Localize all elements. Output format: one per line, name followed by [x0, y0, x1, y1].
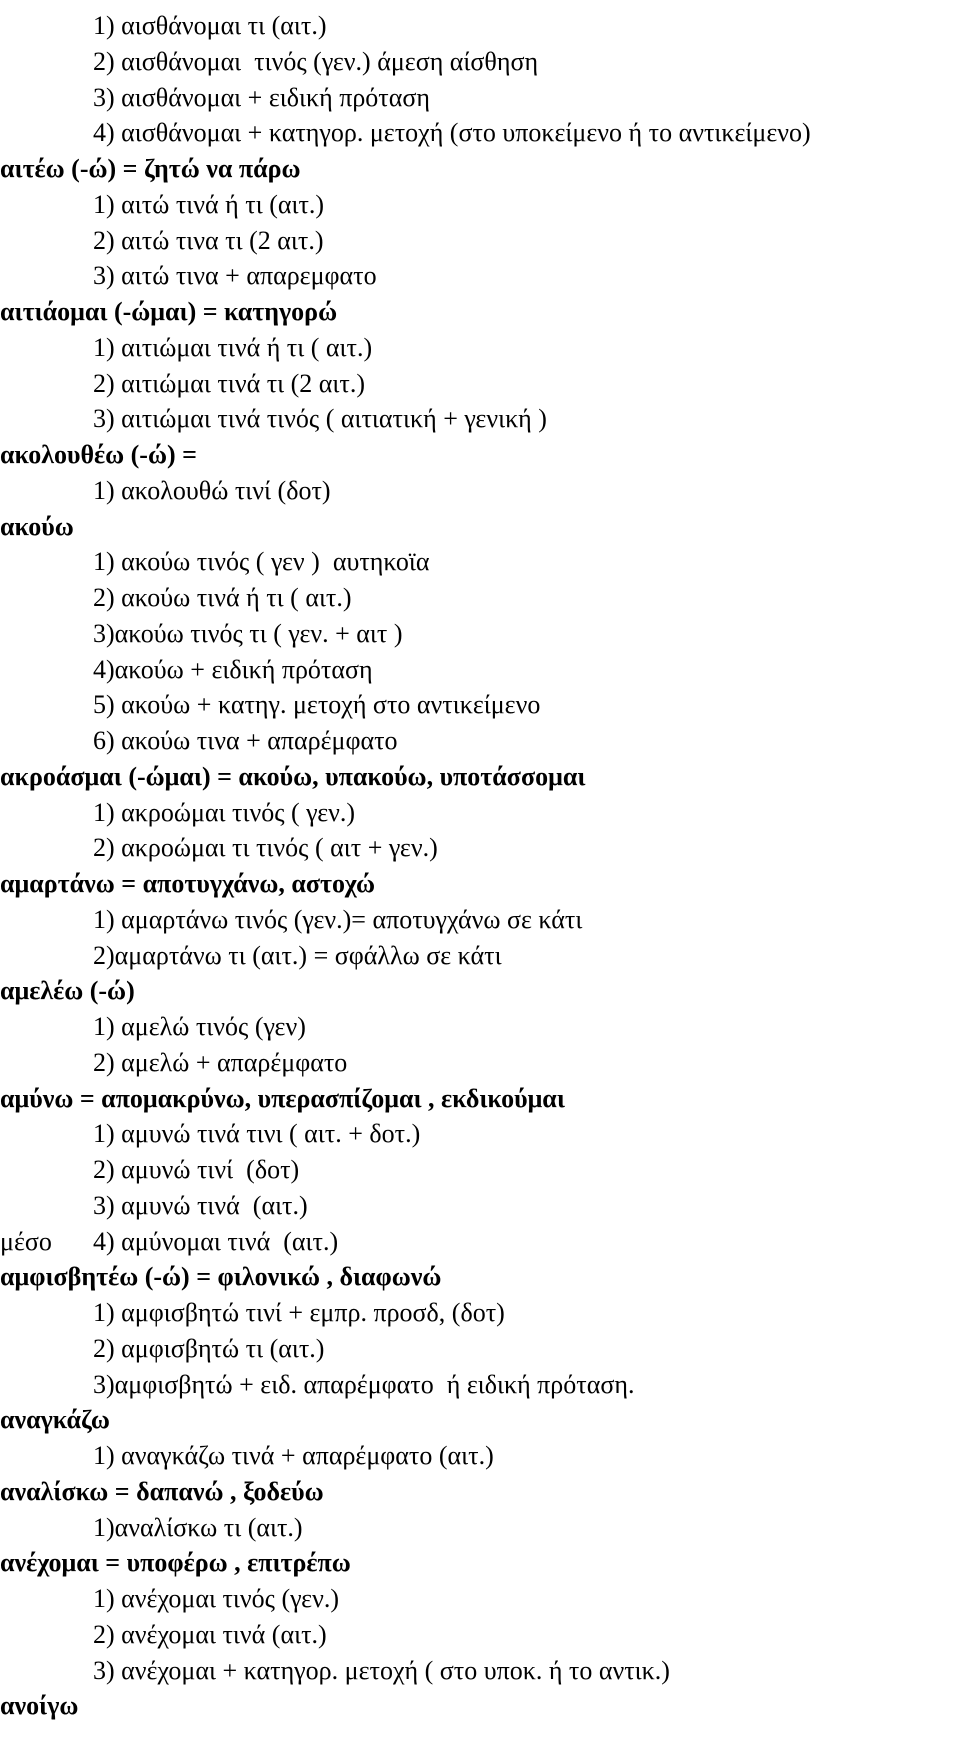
- line-text: ακροάσμαι (-ώμαι) = ακούω, υπακούω, υποτάσσομαι: [0, 761, 586, 791]
- line-text: 1) ακολουθώ τινί (δοτ): [93, 475, 331, 505]
- entry-usage: [0, 580, 352, 616]
- line-text: 3)αμφισβητώ + ειδ. απαρέμφατο ή ειδική πρόταση.: [93, 1369, 635, 1399]
- line-text: αιτέω (-ώ) = ζητώ να πάρω: [0, 154, 301, 183]
- entry-usage: [0, 1224, 338, 1260]
- entry-usage: [0, 223, 323, 259]
- entry-headword: [0, 1474, 324, 1510]
- entry-usage: [0, 187, 324, 223]
- entry-usage: [0, 544, 430, 580]
- line-text: αμφισβητέω (-ώ) = φιλονικώ , διαφωνώ: [0, 1262, 442, 1292]
- line-text: 4) αισθάνομαι + κατηγορ. μετοχή (στο υποκείμενο ή το αντικείμενο): [93, 118, 811, 148]
- line-text: 2) αισθάνομαι τινός (γεν.) άμεση αίσθηση: [93, 46, 539, 76]
- line-text: 1) αμαρτάνω τινός (γεν.)= αποτυγχάνω σε κάτι: [93, 904, 583, 934]
- line-text: 4) αμύνομαι τινά (αιτ.): [93, 1226, 339, 1256]
- entry-headword: [0, 1688, 78, 1724]
- entry-headword: [0, 294, 337, 330]
- entry-usage: [0, 1116, 420, 1152]
- entry-usage: [0, 795, 355, 831]
- usage-prefix: μέσο: [0, 1226, 52, 1256]
- entry-headword: [0, 866, 375, 902]
- entry-usage: [0, 44, 538, 80]
- entry-usage: [0, 1009, 306, 1045]
- entry-usage: [0, 1438, 494, 1474]
- entry-usage: [0, 830, 438, 866]
- line-text: ακολουθέω (-ώ) =: [0, 440, 197, 469]
- entry-usage: [0, 723, 398, 759]
- line-text: 2) αμελώ + απαρέμφατο: [93, 1047, 348, 1077]
- entry-headword: [0, 509, 74, 545]
- line-text: 1) αιτιώμαι τινά ή τι ( αιτ.): [93, 332, 373, 362]
- line-text: 4)ακούω + ειδική πρόταση: [93, 654, 373, 684]
- line-text: 1) αναγκάζω τινά + απαρέμφατο (αιτ.): [93, 1441, 494, 1470]
- line-text: αμύνω = απομακρύνω, υπερασπίζομαι , εκδικούμαι: [0, 1083, 565, 1113]
- line-text: αμαρτάνω = αποτυγχάνω, αστοχώ: [0, 869, 375, 898]
- line-text: 2) αιτιώμαι τινά τι (2 αιτ.): [93, 368, 366, 398]
- entry-headword: [0, 1081, 565, 1117]
- line-text: 6) ακούω τινα + απαρέμφατο: [93, 726, 398, 755]
- entry-usage: [0, 1295, 505, 1331]
- line-text: 2)αμαρτάνω τι (αιτ.) = σφάλλω σε κάτι: [93, 940, 502, 970]
- entry-headword: [0, 973, 135, 1009]
- line-text: 3)ακούω τινός τι ( γεν. + αιτ ): [93, 618, 403, 648]
- line-text: 1)αναλίσκω τι (αιτ.): [93, 1512, 303, 1542]
- line-text: 2) αμυνώ τινί (δοτ): [93, 1155, 300, 1184]
- entry-usage: [0, 473, 331, 509]
- entry-usage: [0, 115, 811, 151]
- entry-usage: [0, 401, 547, 437]
- entry-usage: [0, 616, 403, 652]
- line-text: 1) ανέχομαι τινός (γεν.): [93, 1584, 340, 1613]
- line-text: αναγκάζω: [0, 1405, 110, 1435]
- entry-headword: [0, 1402, 110, 1438]
- entry-usage: [0, 1045, 347, 1081]
- line-text: 1) αμφισβητώ τινί + εμπρ. προσδ, (δοτ): [93, 1298, 505, 1327]
- entry-usage: [0, 1152, 299, 1188]
- entry-usage: [0, 687, 540, 723]
- line-text: 1) αισθάνομαι τι (αιτ.): [93, 11, 327, 40]
- line-text: 3) αμυνώ τινά (αιτ.): [93, 1190, 308, 1220]
- entry-usage: [0, 902, 582, 938]
- entry-usage: [0, 366, 365, 402]
- entry-headword: [0, 151, 301, 187]
- line-text: 2) ακροώμαι τι τινός ( αιτ + γεν.): [93, 833, 438, 863]
- line-text: 5) ακούω + κατηγ. μετοχή στο αντικείμενο: [93, 690, 541, 720]
- line-text: αναλίσκω = δαπανώ , ξοδεύω: [0, 1476, 324, 1506]
- line-text: 2) αμφισβητώ τι (αιτ.): [93, 1333, 325, 1363]
- line-text: 1) αμυνώ τινά τινι ( αιτ. + δοτ.): [93, 1119, 421, 1149]
- entry-headword: [0, 1259, 441, 1295]
- line-text: 3) αιτιώμαι τινά τινός ( αιτιατική + γενική ): [93, 404, 547, 434]
- entry-usage: [0, 1367, 634, 1403]
- line-text: ακούω: [0, 511, 74, 541]
- entry-usage: [0, 1331, 324, 1367]
- entry-usage: [0, 1581, 339, 1617]
- entry-usage: [0, 1188, 308, 1224]
- line-text: αμελέω (-ώ): [0, 976, 135, 1006]
- line-text: 1) ακούω τινός ( γεν ) αυτηκοϊα: [93, 547, 430, 577]
- line-text: ανοίγω: [0, 1691, 79, 1721]
- entry-usage: [0, 330, 372, 366]
- entry-usage: [0, 1653, 670, 1689]
- line-text: 1) αμελώ τινός (γεν): [93, 1012, 306, 1041]
- line-text: 3) αισθάνομαι + ειδική πρόταση: [93, 82, 430, 112]
- line-text: 3) αιτώ τινα + απαρεμφατο: [93, 261, 377, 291]
- line-text: 2) ακούω τινά ή τι ( αιτ.): [93, 583, 352, 612]
- line-text: ανέχομαι = υποφέρω , επιτρέπω: [0, 1548, 351, 1578]
- entry-usage: [0, 652, 373, 688]
- line-text: 2) ανέχομαι τινά (αιτ.): [93, 1619, 327, 1649]
- entry-usage: [0, 1510, 303, 1546]
- entry-usage: [0, 938, 502, 974]
- entry-headword: [0, 759, 585, 795]
- entry-headword: [0, 437, 197, 473]
- entry-usage: [0, 8, 327, 44]
- entry-usage: [0, 1617, 327, 1653]
- line-text: 2) αιτώ τινα τι (2 αιτ.): [93, 225, 324, 255]
- entry-headword: [0, 1545, 351, 1581]
- entry-usage: [0, 80, 430, 116]
- line-text: 1) αιτώ τινά ή τι (αιτ.): [93, 189, 325, 219]
- line-text: αιτιάομαι (-ώμαι) = κατηγορώ: [0, 297, 338, 326]
- entry-usage: [0, 258, 377, 294]
- line-text: 3) ανέχομαι + κατηγορ. μετοχή ( στο υποκ. ή το αντικ.): [93, 1655, 670, 1685]
- line-text: 1) ακροώμαι τινός ( γεν.): [93, 797, 356, 827]
